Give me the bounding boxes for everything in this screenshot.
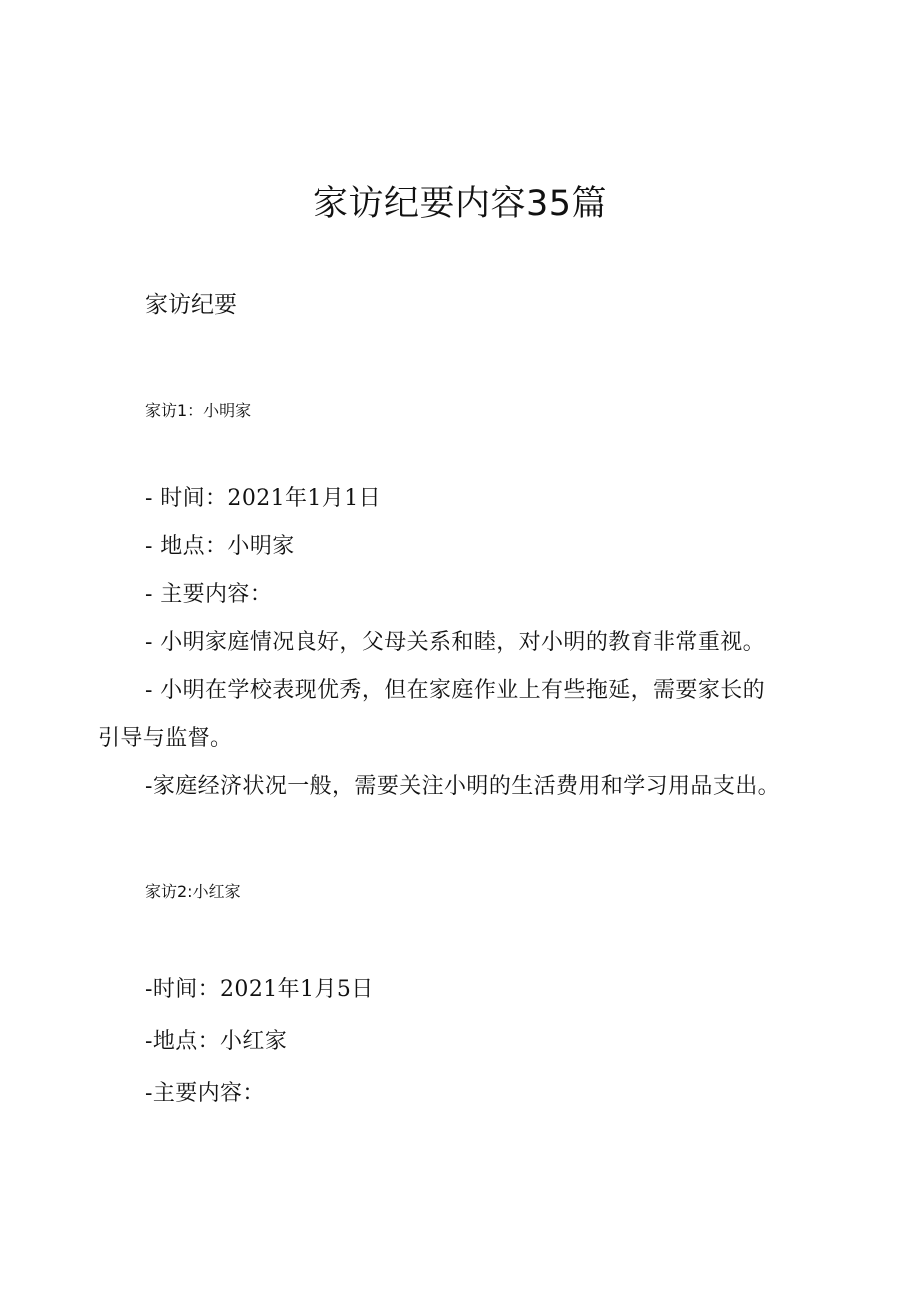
visit-1-point-2: - 小明在学校表现优秀，但在家庭作业上有些拖延，需要家长的 bbox=[145, 678, 766, 703]
visit-2-content-label: -主要内容： bbox=[145, 1081, 265, 1106]
visit-1-point-2-continued: 引导与监督。 bbox=[98, 726, 233, 751]
document-title: 家访纪要内容35篇 bbox=[312, 184, 608, 224]
visit-1-place: - 地点：小明家 bbox=[145, 534, 295, 559]
visit-2-time: -时间：2021年1月5日 bbox=[145, 977, 374, 1002]
visit-1-point-3: -家庭经济状况一般，需要关注小明的生活费用和学习用品支出。 bbox=[145, 774, 781, 799]
visit-2-heading: 家访2:小红家 bbox=[145, 882, 241, 901]
visit-1-content-label: - 主要内容： bbox=[145, 582, 273, 607]
visit-1-point-1: - 小明家庭情况良好，父母关系和睦，对小明的教育非常重视。 bbox=[145, 630, 766, 655]
visit-1-heading: 家访1：小明家 bbox=[145, 401, 252, 420]
section-heading: 家访纪要 bbox=[145, 292, 237, 318]
visit-1-time: - 时间：2021年1月1日 bbox=[145, 486, 382, 511]
visit-2-place: -地点：小红家 bbox=[145, 1029, 288, 1054]
